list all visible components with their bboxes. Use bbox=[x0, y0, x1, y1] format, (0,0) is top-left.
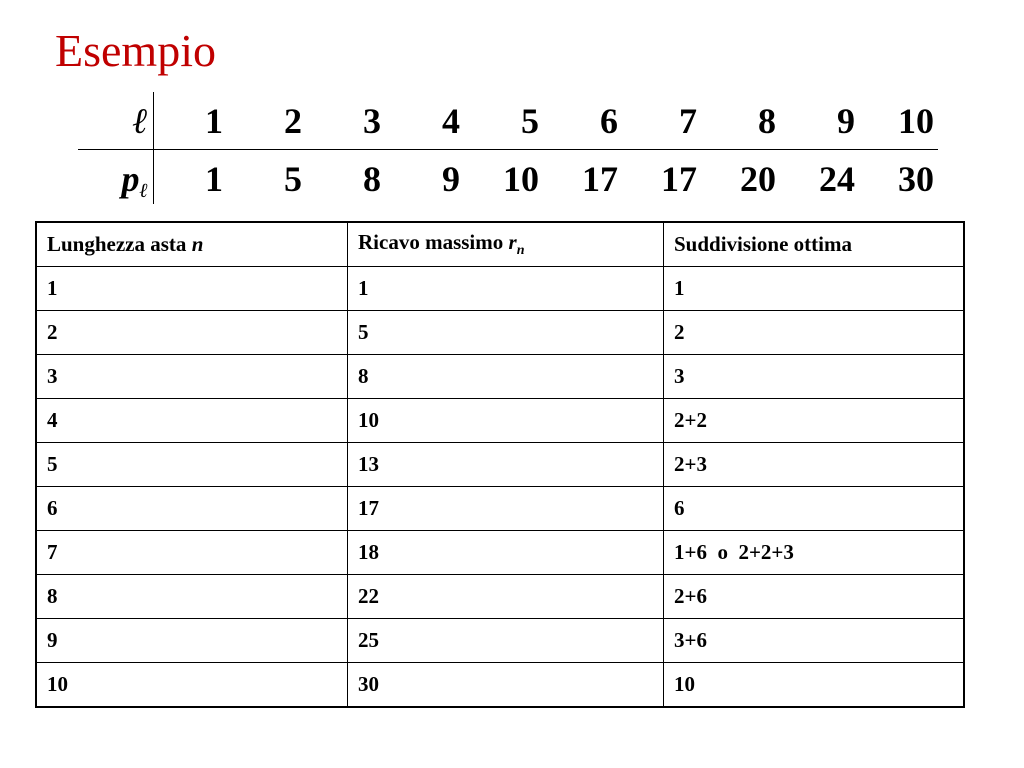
cell-split: 1 bbox=[664, 267, 965, 311]
header-length bbox=[36, 222, 348, 267]
price-cell: 9 bbox=[442, 159, 460, 199]
cell-length: 6 bbox=[36, 487, 348, 531]
price-cell: 24 bbox=[819, 159, 855, 199]
cell-length: 2 bbox=[36, 311, 348, 355]
price-table bbox=[78, 92, 938, 208]
price-subscript: ℓ bbox=[139, 180, 148, 202]
cell-length: 3 bbox=[36, 355, 348, 399]
cell-length: 7 bbox=[36, 531, 348, 575]
table-row bbox=[36, 663, 964, 708]
table-header-row bbox=[36, 222, 964, 267]
price-cell: 17 bbox=[661, 159, 697, 199]
cell-revenue: 13 bbox=[348, 443, 664, 487]
price-table-divider bbox=[78, 149, 938, 150]
length-cell: 2 bbox=[284, 101, 302, 141]
price-cell: 1 bbox=[205, 159, 223, 199]
table-row bbox=[36, 487, 964, 531]
slide-title: Esempio bbox=[55, 25, 216, 76]
cell-revenue: 18 bbox=[348, 531, 664, 575]
cell-length: 4 bbox=[36, 399, 348, 443]
header-length-text: Lunghezza asta bbox=[47, 232, 192, 256]
price-cell: 8 bbox=[363, 159, 381, 199]
table-row bbox=[36, 267, 964, 311]
price-row bbox=[78, 150, 938, 208]
cell-split: 2+2 bbox=[664, 399, 965, 443]
cell-revenue: 5 bbox=[348, 311, 664, 355]
cut-rod-table bbox=[35, 221, 965, 708]
price-cell: 30 bbox=[898, 159, 934, 199]
cell-split: 2+6 bbox=[664, 575, 965, 619]
header-split: Suddivisione ottima bbox=[664, 222, 965, 267]
price-row-label bbox=[78, 150, 148, 220]
cell-split: 3 bbox=[664, 355, 965, 399]
length-cell: 9 bbox=[837, 101, 855, 141]
table-row bbox=[36, 443, 964, 487]
length-cell: 1 bbox=[205, 101, 223, 141]
length-cell: 6 bbox=[600, 101, 618, 141]
table-row bbox=[36, 619, 964, 663]
table-row bbox=[36, 575, 964, 619]
cell-revenue: 1 bbox=[348, 267, 664, 311]
price-symbol: p bbox=[121, 159, 140, 199]
table-row bbox=[36, 311, 964, 355]
price-cell: 17 bbox=[582, 159, 618, 199]
cell-split: 2+3 bbox=[664, 443, 965, 487]
length-cell: 3 bbox=[363, 101, 381, 141]
price-cell: 5 bbox=[284, 159, 302, 199]
cell-length: 8 bbox=[36, 575, 348, 619]
cell-revenue: 22 bbox=[348, 575, 664, 619]
cell-revenue: 17 bbox=[348, 487, 664, 531]
cell-split: 2 bbox=[664, 311, 965, 355]
cell-revenue: 30 bbox=[348, 663, 664, 708]
length-cell: 4 bbox=[442, 101, 460, 141]
cell-length: 10 bbox=[36, 663, 348, 708]
cell-revenue: 8 bbox=[348, 355, 664, 399]
header-length-var: n bbox=[191, 232, 204, 256]
cell-revenue: 10 bbox=[348, 399, 664, 443]
header-revenue bbox=[348, 222, 664, 267]
header-revenue-sub: n bbox=[516, 243, 525, 259]
cell-revenue: 25 bbox=[348, 619, 664, 663]
length-cell: 8 bbox=[758, 101, 776, 141]
table-row bbox=[36, 531, 964, 575]
header-revenue-var: r bbox=[508, 229, 517, 254]
length-cell: 7 bbox=[679, 101, 697, 141]
cell-split: 3+6 bbox=[664, 619, 965, 663]
cell-split: 1+6 o 2+2+3 bbox=[664, 531, 965, 575]
cell-split: 10 bbox=[664, 663, 965, 708]
header-revenue-text: Ricavo massimo bbox=[358, 229, 509, 254]
cell-split: 6 bbox=[664, 487, 965, 531]
price-cell: 20 bbox=[740, 159, 776, 199]
cell-length: 1 bbox=[36, 267, 348, 311]
cell-length: 5 bbox=[36, 443, 348, 487]
length-cell: 5 bbox=[521, 101, 539, 141]
cell-length: 9 bbox=[36, 619, 348, 663]
length-cell: 10 bbox=[898, 101, 934, 141]
table-row bbox=[36, 355, 964, 399]
price-cell: 10 bbox=[503, 159, 539, 199]
table-row bbox=[36, 399, 964, 443]
length-row-label: ℓ bbox=[132, 101, 148, 141]
length-row bbox=[78, 92, 938, 150]
price-table-header-divider bbox=[153, 92, 154, 204]
